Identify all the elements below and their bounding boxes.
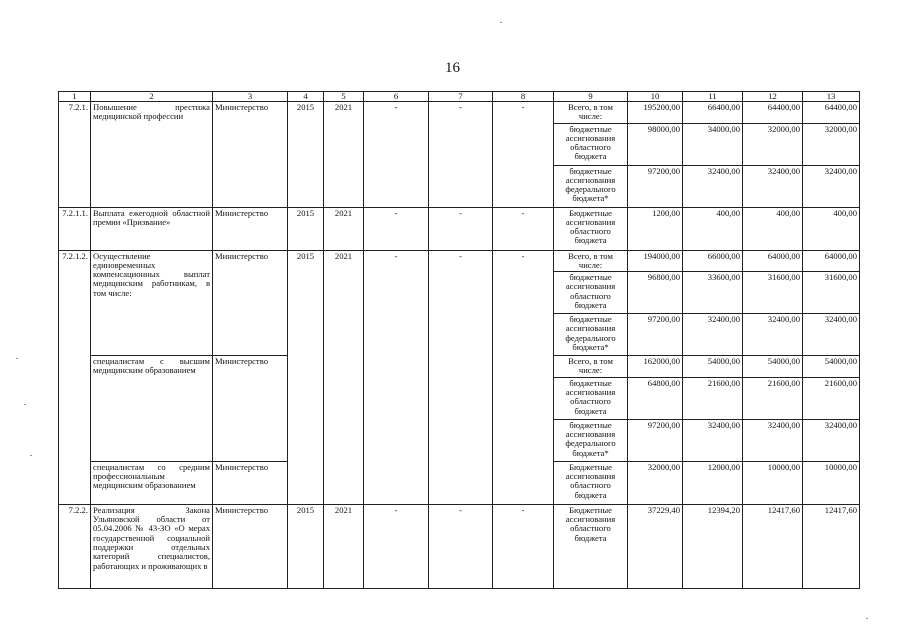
page-number: 16	[445, 60, 460, 76]
item-executor: Министерство	[213, 207, 288, 250]
item-col6: -	[364, 102, 429, 208]
amount-year-1: 12000,00	[683, 461, 743, 504]
header-cell: 4	[288, 92, 324, 102]
item-code: 7.2.2.	[59, 504, 91, 588]
item-col6: -	[364, 250, 429, 504]
item-end-year: 2021	[324, 207, 364, 250]
funding-source: Всего, в том числе:	[554, 250, 628, 272]
scan-speck	[30, 455, 32, 456]
amount-total: 195200,00	[628, 102, 683, 124]
item-code: 7.2.1.	[59, 102, 91, 208]
table-row	[59, 250, 860, 272]
amount-year-3: 64000,00	[803, 250, 860, 272]
item-col8: -	[493, 102, 554, 208]
header-row	[59, 92, 860, 102]
amount-year-3: 32400,00	[803, 165, 860, 207]
amount-total: 98000,00	[628, 123, 683, 165]
subitem-executor: Министерство	[213, 461, 288, 504]
amount-year-3: 10000,00	[803, 461, 860, 504]
funding-source: Всего, в том числе:	[554, 102, 628, 124]
table-row	[59, 207, 860, 250]
amount-year-1: 32400,00	[683, 314, 743, 356]
amount-year-2: 400,00	[743, 207, 803, 250]
item-start-year: 2015	[288, 504, 324, 588]
amount-year-3: 32400,00	[803, 314, 860, 356]
item-col7: -	[429, 207, 493, 250]
header-cell: 3	[213, 92, 288, 102]
amount-year-3: 400,00	[803, 207, 860, 250]
item-name: Осуществление единовременных компенсационных выплат медицинским работникам, в том числе:	[91, 250, 213, 356]
amount-total: 37229,40	[628, 504, 683, 588]
amount-total: 97200,00	[628, 165, 683, 207]
amount-year-3: 32400,00	[803, 419, 860, 461]
amount-year-3: 54000,00	[803, 356, 860, 378]
table-row	[59, 504, 860, 588]
header-cell: 9	[554, 92, 628, 102]
amount-year-1: 32400,00	[683, 165, 743, 207]
item-col8: -	[493, 504, 554, 588]
header-cell: 10	[628, 92, 683, 102]
amount-total: 1200,00	[628, 207, 683, 250]
amount-year-3: 31600,00	[803, 272, 860, 314]
table-row	[59, 102, 860, 124]
amount-year-2: 32400,00	[743, 165, 803, 207]
scan-speck	[500, 22, 502, 23]
item-name: Реализация Закона Ульяновской области от 05.04.2006 № 43-ЗО «О мерах государственной социальной поддержки отдельных категорий специалистов, работающих и проживающих в	[91, 504, 213, 588]
scan-speck	[16, 358, 18, 359]
amount-year-3: 21600,00	[803, 377, 860, 419]
amount-total: 32000,00	[628, 461, 683, 504]
header-cell: 11	[683, 92, 743, 102]
amount-year-2: 32000,00	[743, 123, 803, 165]
amount-year-2: 54000,00	[743, 356, 803, 378]
funding-source: бюджетные ассигнования федерального бюджета*	[554, 419, 628, 461]
amount-year-1: 21600,00	[683, 377, 743, 419]
header-cell: 8	[493, 92, 554, 102]
item-executor: Министерство	[213, 250, 288, 356]
scan-speck	[866, 618, 868, 619]
item-col6: -	[364, 504, 429, 588]
funding-source: бюджетные ассигнования федерального бюджета*	[554, 314, 628, 356]
amount-year-2: 32400,00	[743, 314, 803, 356]
item-end-year: 2021	[324, 250, 364, 504]
item-name: Повышение престижа медицинской профессии	[91, 102, 213, 208]
funding-source: Бюджетные ассигнования областного бюджета	[554, 504, 628, 588]
amount-year-1: 12394,20	[683, 504, 743, 588]
item-start-year: 2015	[288, 207, 324, 250]
funding-source: бюджетные ассигнования областного бюджета	[554, 272, 628, 314]
item-col7: -	[429, 504, 493, 588]
amount-year-1: 33600,00	[683, 272, 743, 314]
amount-year-1: 66000,00	[683, 250, 743, 272]
funding-source: бюджетные ассигнования федерального бюджета*	[554, 165, 628, 207]
amount-year-2: 31600,00	[743, 272, 803, 314]
funding-source: Бюджетные ассигнования областного бюджета	[554, 461, 628, 504]
amount-total: 97200,00	[628, 419, 683, 461]
amount-total: 64800,00	[628, 377, 683, 419]
item-code: 7.2.1.2.	[59, 250, 91, 504]
header-cell: 6	[364, 92, 429, 102]
item-end-year: 2021	[324, 102, 364, 208]
amount-total: 97200,00	[628, 314, 683, 356]
amount-year-3: 12417,60	[803, 504, 860, 588]
amount-total: 162000,00	[628, 356, 683, 378]
item-col8: -	[493, 250, 554, 504]
amount-year-2: 64400,00	[743, 102, 803, 124]
amount-year-1: 400,00	[683, 207, 743, 250]
amount-year-2: 21600,00	[743, 377, 803, 419]
amount-year-3: 32000,00	[803, 123, 860, 165]
amount-total: 96800,00	[628, 272, 683, 314]
header-cell: 12	[743, 92, 803, 102]
amount-year-1: 66400,00	[683, 102, 743, 124]
amount-year-3: 64400,00	[803, 102, 860, 124]
amount-year-1: 54000,00	[683, 356, 743, 378]
item-col6: -	[364, 207, 429, 250]
subitem-executor: Министерство	[213, 356, 288, 462]
subitem-name: специалистам со средним профессиональным медицинским образованием	[91, 461, 213, 504]
funding-source: Всего, в том числе:	[554, 356, 628, 378]
funding-source: бюджетные ассигнования областного бюджета	[554, 377, 628, 419]
header-cell: 2	[91, 92, 213, 102]
header-cell: 7	[429, 92, 493, 102]
funding-source: Бюджетные ассигнования областного бюджета	[554, 207, 628, 250]
item-col7: -	[429, 102, 493, 208]
scan-speck	[24, 404, 26, 405]
item-name: Выплата ежегодной областной премии «Призвание»	[91, 207, 213, 250]
funding-source: бюджетные ассигнования областного бюджета	[554, 123, 628, 165]
amount-year-1: 32400,00	[683, 419, 743, 461]
header-cell: 5	[324, 92, 364, 102]
item-col7: -	[429, 250, 493, 504]
amount-year-2: 64000,00	[743, 250, 803, 272]
amount-year-1: 34000,00	[683, 123, 743, 165]
amount-year-2: 32400,00	[743, 419, 803, 461]
item-code: 7.2.1.1.	[59, 207, 91, 250]
amount-total: 194000,00	[628, 250, 683, 272]
item-end-year: 2021	[324, 504, 364, 588]
budget-table	[58, 91, 860, 589]
item-start-year: 2015	[288, 250, 324, 504]
item-executor: Министерство	[213, 102, 288, 208]
item-start-year: 2015	[288, 102, 324, 208]
amount-year-2: 12417,60	[743, 504, 803, 588]
item-executor: Министерство	[213, 504, 288, 588]
header-cell: 1	[59, 92, 91, 102]
header-cell: 13	[803, 92, 860, 102]
subitem-name: специалистам с высшим медицинским образованием	[91, 356, 213, 462]
item-col8: -	[493, 207, 554, 250]
amount-year-2: 10000,00	[743, 461, 803, 504]
